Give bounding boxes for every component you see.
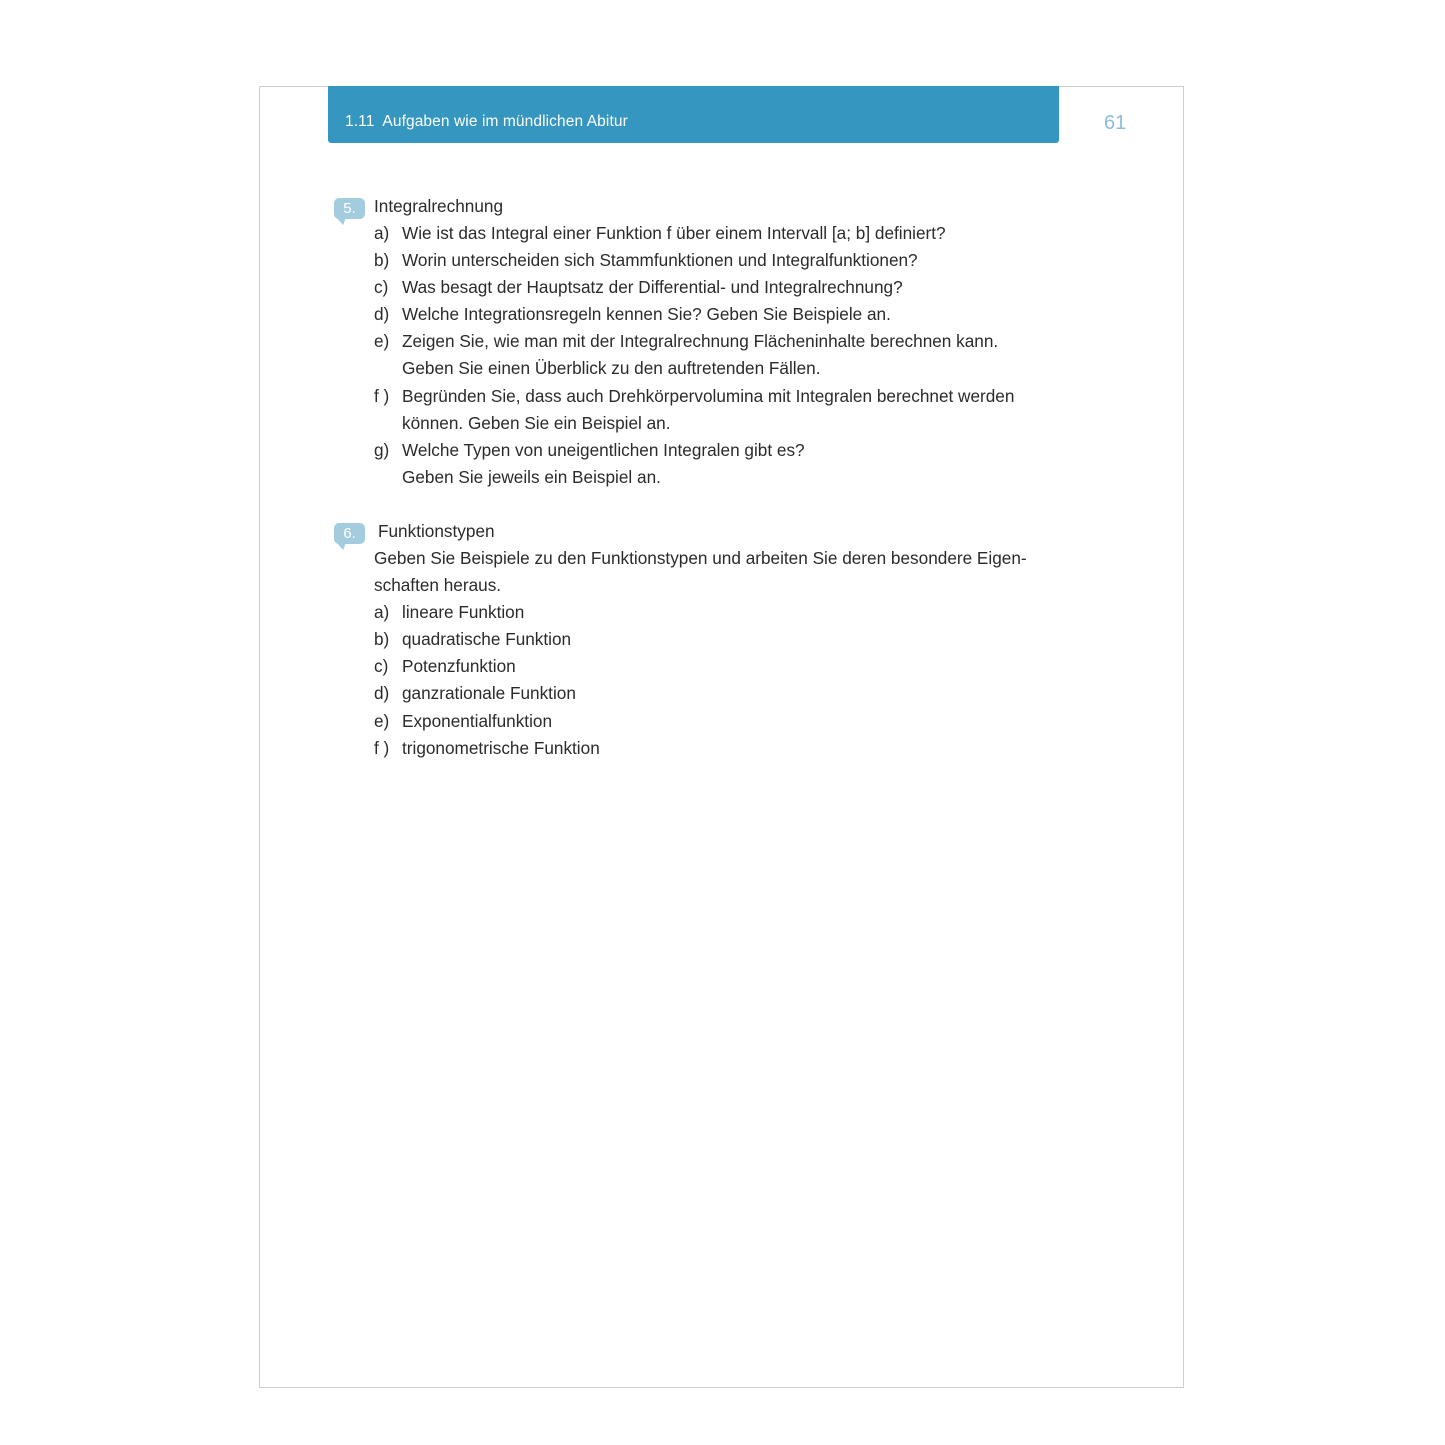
section-title: Aufgaben wie im mündlichen Abitur bbox=[382, 113, 628, 130]
task-badge-6: 6. bbox=[334, 523, 365, 544]
list-item bbox=[374, 220, 1014, 247]
section-header-title bbox=[345, 113, 628, 131]
list-item bbox=[374, 626, 1027, 653]
list-item bbox=[374, 383, 1014, 410]
item-label: d) bbox=[374, 304, 390, 325]
list-item bbox=[374, 274, 1014, 301]
item-text: Worin unterscheiden sich Stammfunktionen und Integralfunktionen? bbox=[402, 250, 918, 271]
item-text: Was besagt der Hauptsatz der Differential- und Integralrechnung? bbox=[402, 277, 903, 298]
item-label: d) bbox=[374, 683, 390, 704]
item-text: quadratische Funktion bbox=[402, 629, 572, 650]
item-label: f ) bbox=[374, 385, 390, 406]
task-6-items bbox=[374, 545, 1027, 762]
item-text-continuation: Geben Sie jeweils ein Beispiel an. bbox=[402, 466, 661, 487]
item-label: a) bbox=[374, 223, 390, 243]
item-label: c) bbox=[374, 656, 389, 677]
list-item bbox=[374, 328, 1014, 355]
page-number: 61 bbox=[1104, 112, 1127, 134]
item-label: c) bbox=[374, 277, 389, 298]
list-item bbox=[374, 680, 1027, 707]
item-label: a) bbox=[374, 602, 390, 623]
item-label: g) bbox=[374, 439, 390, 460]
item-text: Welche Typen von uneigentlichen Integralen gibt es? bbox=[402, 439, 805, 460]
item-text: Begründen Sie, dass auch Drehkörpervolumina mit Integralen berechnet werden bbox=[402, 385, 1015, 406]
item-label: f ) bbox=[374, 737, 390, 758]
list-item bbox=[374, 708, 1027, 735]
list-item bbox=[374, 301, 1014, 328]
item-text: ganzrationale Funktion bbox=[402, 683, 576, 704]
item-label: b) bbox=[374, 250, 390, 271]
item-text-continuation: können. Geben Sie ein Beispiel an. bbox=[402, 412, 671, 433]
task-5-items bbox=[374, 220, 1014, 491]
list-item bbox=[374, 247, 1014, 274]
task-intro-line: Geben Sie Beispiele zu den Funktionstypen und arbeiten Sie deren besondere Eigen- bbox=[374, 548, 1027, 568]
list-item bbox=[374, 437, 1014, 464]
item-text: trigonometrische Funktion bbox=[402, 737, 600, 758]
section-header-bar bbox=[328, 86, 1059, 143]
item-text: Potenzfunktion bbox=[402, 656, 516, 677]
task-badge-5: 5. bbox=[334, 198, 365, 219]
list-item bbox=[374, 735, 1027, 762]
task-intro-line: schaften heraus. bbox=[374, 575, 502, 596]
item-text-continuation: Geben Sie einen Überblick zu den auftretenden Fällen. bbox=[402, 358, 821, 379]
item-label: b) bbox=[374, 629, 390, 650]
item-text: Zeigen Sie, wie man mit der Integralrechnung Flächeninhalte berechnen kann. bbox=[402, 331, 999, 352]
item-label: e) bbox=[374, 331, 390, 352]
task-title-6: Funktionstypen bbox=[378, 521, 495, 541]
list-item bbox=[374, 599, 1027, 626]
section-number: 1.11 bbox=[345, 113, 375, 130]
item-text: Exponentialfunktion bbox=[402, 710, 553, 731]
item-text: Welche Integrationsregeln kennen Sie? Geben Sie Beispiele an. bbox=[402, 304, 891, 325]
item-label: e) bbox=[374, 710, 390, 731]
list-item bbox=[374, 653, 1027, 680]
item-text: Wie ist das Integral einer Funktion f über einem Intervall [a; b] definiert? bbox=[402, 223, 946, 243]
task-title-5: Integralrechnung bbox=[374, 196, 503, 216]
item-text: lineare Funktion bbox=[402, 602, 525, 623]
